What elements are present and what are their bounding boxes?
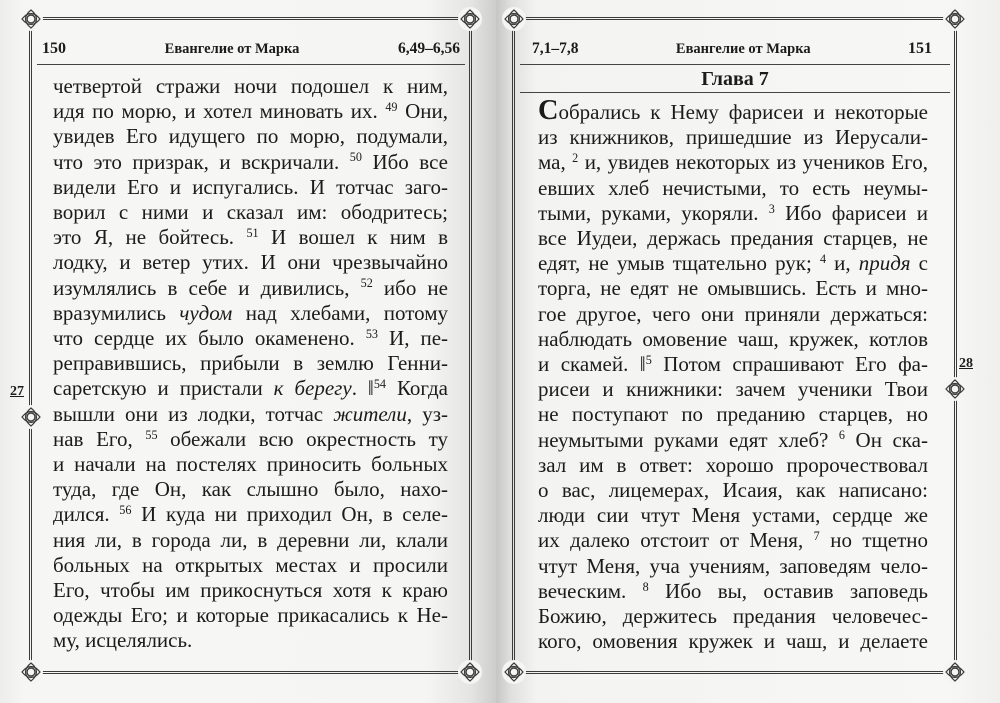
line-text: их далеко отстоит от Меня, bbox=[538, 528, 814, 553]
celtic-knot-icon bbox=[19, 405, 43, 429]
verse-number: 56 bbox=[119, 503, 132, 518]
line-text: . ‖ bbox=[351, 376, 374, 401]
text-line bbox=[53, 326, 448, 351]
celtic-knot-icon bbox=[943, 377, 967, 401]
line-text: реправившись, прибыли в землю Генни- bbox=[53, 351, 448, 376]
text-line bbox=[53, 578, 448, 603]
celtic-knot-icon bbox=[502, 7, 526, 31]
left-page bbox=[0, 0, 496, 703]
italic-word: чудом bbox=[179, 300, 233, 325]
chapter-rule bbox=[520, 92, 950, 93]
line-text: Божию, держитесь предания человечес- bbox=[538, 604, 928, 629]
text-line bbox=[53, 175, 448, 200]
line-text: и начали на постелях приносить больных bbox=[53, 452, 448, 477]
line-text: кого, омовения кружек и чаш, и делаете bbox=[538, 629, 928, 654]
text-line bbox=[538, 302, 928, 327]
text-line bbox=[53, 553, 448, 578]
line-text: зал им в ответ: хорошо пророчествовал bbox=[538, 452, 928, 477]
text-line bbox=[538, 503, 928, 528]
line-text: идя по морю, и хотел миновать их. bbox=[53, 99, 386, 124]
verse-range: 6,49–6,56 bbox=[398, 40, 460, 57]
line-text: вразумились bbox=[53, 300, 180, 325]
line-text: рисеи и книжники: зачем ученики Твои bbox=[538, 377, 928, 402]
text-line bbox=[53, 99, 448, 124]
verse-number: 54 bbox=[373, 377, 386, 392]
text-line bbox=[538, 125, 928, 150]
page-number: 151 bbox=[908, 40, 932, 57]
text-line bbox=[538, 579, 928, 604]
text-line bbox=[53, 200, 448, 225]
text-line bbox=[538, 276, 928, 301]
line-text: неумытыми руками едят хлеб? bbox=[538, 427, 839, 452]
verse-number: 52 bbox=[360, 276, 373, 291]
running-title: Евангелие от Марка bbox=[675, 41, 811, 57]
italic-word: придя bbox=[858, 251, 911, 276]
body-text bbox=[53, 74, 448, 654]
text-line bbox=[53, 502, 448, 527]
running-header bbox=[42, 40, 460, 58]
line-text: ибо не bbox=[372, 275, 448, 300]
text-line bbox=[538, 377, 928, 402]
text-line bbox=[538, 201, 928, 226]
line-text: веческим. bbox=[538, 578, 643, 603]
line-text: над хлебами, потому bbox=[232, 300, 448, 325]
line-text: едят, не умыв тщательно рук; bbox=[538, 251, 820, 276]
page-number: 150 bbox=[42, 40, 66, 57]
text-line bbox=[53, 351, 448, 376]
line-text: евших хлеб нечистыми, то есть неумы- bbox=[538, 175, 928, 200]
line-text: но тщетно bbox=[819, 528, 928, 553]
celtic-knot-icon bbox=[19, 7, 43, 31]
verse-number: 51 bbox=[246, 225, 259, 240]
text-line bbox=[538, 629, 928, 654]
line-text: Когда bbox=[385, 376, 448, 401]
text-line bbox=[53, 452, 448, 477]
line-text: саретскую и пристали bbox=[53, 376, 274, 401]
line-text: туда, где Он, как слышно было, нахо- bbox=[53, 477, 448, 502]
verse-number: 2 bbox=[572, 151, 579, 166]
text-line bbox=[538, 95, 928, 126]
line-text: Они, bbox=[397, 99, 448, 124]
text-line bbox=[538, 327, 928, 352]
verse-number: 53 bbox=[365, 326, 378, 341]
text-line bbox=[53, 427, 448, 452]
line-text: ма, bbox=[538, 150, 573, 175]
celtic-knot-icon bbox=[458, 660, 482, 684]
text-line bbox=[53, 250, 448, 275]
margin-reading-number: 27 bbox=[10, 384, 24, 399]
line-text: о вас, лицемерах, Исаия, как написано: bbox=[538, 478, 928, 503]
line-text: больных на открытых местах и просили bbox=[53, 552, 448, 577]
verse-number: 8 bbox=[642, 579, 649, 594]
text-line bbox=[53, 301, 448, 326]
text-line bbox=[538, 352, 928, 377]
line-text: не поступают по преданию старцев, но bbox=[538, 402, 928, 427]
line-text: лодку, и ветер утих. И они чрезвычайно bbox=[53, 250, 448, 275]
line-text: четвертой стражи ночи подошел к ним, bbox=[53, 74, 448, 98]
text-line bbox=[53, 150, 448, 175]
verse-number: 4 bbox=[819, 251, 827, 266]
text-line bbox=[53, 276, 448, 301]
right-page bbox=[496, 0, 1000, 703]
line-text: видели Его и испугались. И тотчас заго- bbox=[53, 174, 448, 199]
celtic-knot-icon bbox=[458, 7, 482, 31]
celtic-knot-icon bbox=[19, 660, 43, 684]
celtic-knot-icon bbox=[943, 7, 967, 31]
line-text: что это призрак, и вскричали. bbox=[53, 149, 350, 174]
line-text: Потом спрашивают Его фа- bbox=[651, 352, 928, 377]
text-line bbox=[538, 554, 928, 579]
text-line bbox=[538, 226, 928, 251]
line-text: обрались к Нему фарисеи и некоторые bbox=[558, 100, 928, 124]
line-text: увидев Его идущего по морю, подумали, bbox=[53, 124, 448, 149]
initial-letter: С bbox=[538, 95, 559, 126]
line-text: одежды Его; и которые прикасались к Не- bbox=[53, 603, 448, 628]
chapter-heading: Глава 7 bbox=[701, 68, 769, 90]
line-text: му, исцелялись. bbox=[53, 628, 193, 653]
line-text: ворил с ними и сказал им: ободритесь; bbox=[53, 200, 448, 225]
line-text: И, пе- bbox=[378, 326, 449, 351]
line-text: и, увидев некоторых из учеников Его, bbox=[578, 150, 928, 175]
text-line bbox=[538, 402, 928, 427]
header-rule bbox=[520, 64, 950, 65]
text-line bbox=[538, 453, 928, 478]
italic-word: к берегу bbox=[273, 376, 352, 401]
text-line bbox=[538, 528, 928, 553]
verse-number: 6 bbox=[838, 428, 845, 443]
verse-number: 3 bbox=[768, 201, 775, 216]
text-line bbox=[538, 428, 928, 453]
text-line bbox=[53, 603, 448, 628]
line-text: дился. bbox=[53, 502, 120, 527]
italic-word: жители bbox=[333, 401, 407, 426]
line-text: наблюдать омовение чаш, кружек, котлов bbox=[538, 326, 928, 351]
line-text: все Иудеи, держась предания старцев, не bbox=[538, 226, 928, 251]
line-text: и, bbox=[826, 251, 859, 276]
line-text: изумлялись в себе и дивились, bbox=[53, 275, 361, 300]
verse-number: 50 bbox=[349, 150, 362, 165]
text-line bbox=[53, 402, 448, 427]
line-text: Ибо фарисеи и bbox=[774, 200, 929, 225]
text-line bbox=[538, 150, 928, 175]
line-text: тыми, руками, укоряли. bbox=[538, 200, 769, 225]
text-line bbox=[53, 124, 448, 149]
line-text: чтут Меня, уча учениям, заповедям чело- bbox=[538, 553, 928, 578]
text-line bbox=[53, 225, 448, 250]
line-text: с bbox=[910, 251, 928, 276]
line-text: обежали всю окрестность ту bbox=[157, 426, 448, 451]
celtic-knot-icon bbox=[502, 660, 526, 684]
header-rule bbox=[37, 64, 465, 65]
running-title: Евангелие от Марка bbox=[164, 41, 300, 57]
text-line bbox=[538, 176, 928, 201]
verse-number: 7 bbox=[813, 529, 820, 544]
line-text: И куда ни приходил Он, в селе- bbox=[131, 502, 448, 527]
line-text: это Я, не бойтесь. bbox=[53, 225, 247, 250]
verse-range: 7,1–7,8 bbox=[532, 40, 579, 57]
line-text: нав Его, bbox=[53, 426, 146, 451]
text-line bbox=[53, 376, 448, 401]
text-line bbox=[53, 528, 448, 553]
text-line bbox=[53, 628, 448, 653]
verse-number: 5 bbox=[645, 352, 652, 367]
line-text: из книжников, пришедшие из Иерусали- bbox=[538, 125, 928, 150]
line-text: гое другое, чего они приняли держаться: bbox=[538, 301, 928, 326]
verse-number: 49 bbox=[385, 99, 398, 114]
text-line bbox=[53, 477, 448, 502]
line-text: торга, не едят не омывшись. Есть и мно- bbox=[538, 276, 928, 301]
line-text: люди сии чтут Меня устами, сердце же bbox=[538, 503, 928, 528]
line-text: И вошел к ним в bbox=[258, 225, 448, 250]
margin-reading-number: 28 bbox=[959, 356, 973, 371]
text-line bbox=[538, 478, 928, 503]
line-text: , уз- bbox=[406, 401, 448, 426]
text-line bbox=[538, 251, 928, 276]
running-header bbox=[532, 40, 932, 58]
line-text: Ибо все bbox=[361, 149, 449, 174]
line-text: Его, чтобы им прикоснуться хотя к краю bbox=[53, 578, 448, 603]
text-line bbox=[53, 74, 448, 99]
line-text: что сердце их было окаменено. bbox=[53, 326, 366, 351]
line-text: вышли они из лодки, тотчас bbox=[53, 401, 334, 426]
line-text: Он ска- bbox=[845, 427, 928, 452]
celtic-knot-icon bbox=[943, 660, 967, 684]
line-text: ния ли, в города ли, в деревни ли, клали bbox=[53, 527, 448, 552]
body-text bbox=[538, 95, 929, 654]
text-line bbox=[538, 604, 928, 629]
line-text: Ибо вы, оставив заповедь bbox=[648, 578, 928, 603]
verse-number: 55 bbox=[145, 427, 158, 442]
line-text: и скамей. ‖ bbox=[538, 352, 646, 377]
